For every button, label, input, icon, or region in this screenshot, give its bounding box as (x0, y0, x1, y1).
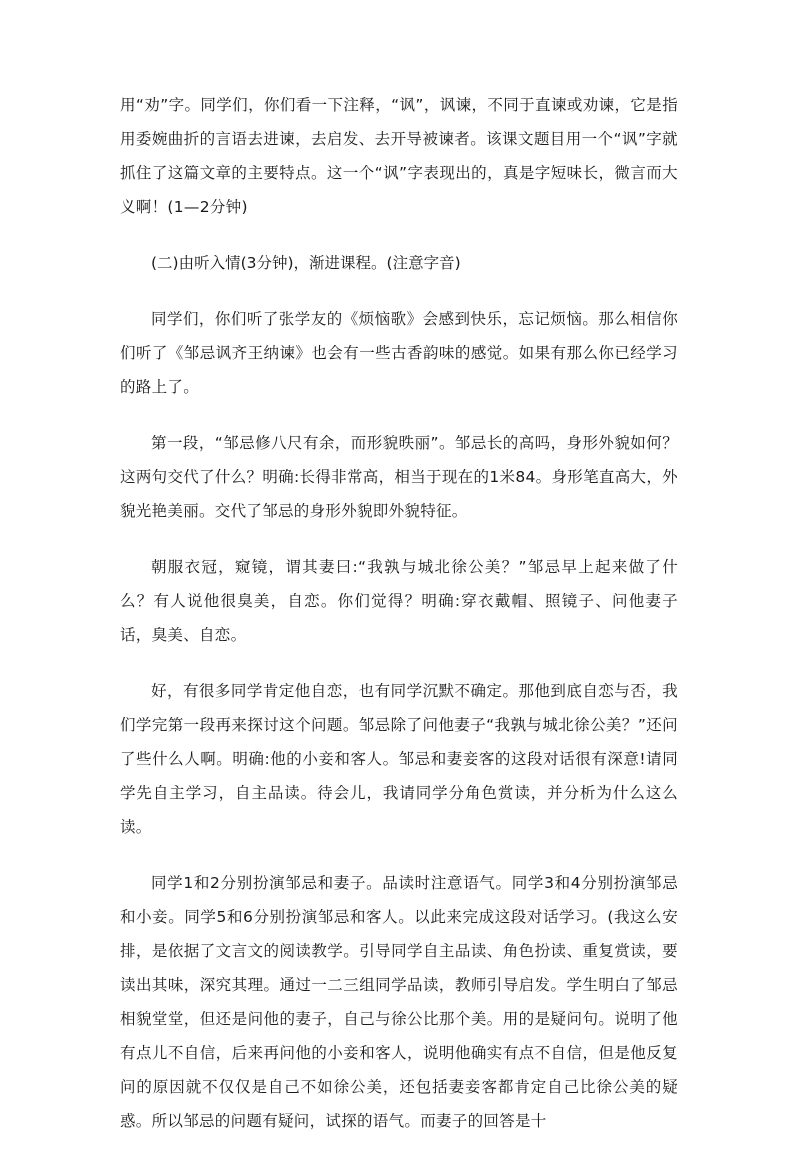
paragraph-self-love-discussion: 好，有很多同学肯定他自恋，也有同学沉默不确定。那他到底自恋与否，我们学完第一段再来探讨这个问题。邹忌除了问他妻子“我孰与城北徐公美？”还问了些什么人啊。明确:他的小妾和客人。邹忌和妻妾客的这段对话很有深意!请同学先自主学习，自主品读。待会儿，我请同学分角色赏读，并分析为什么这么读。 (120, 682, 678, 836)
paragraph-role-reading: 同学1和2分别扮演邹忌和妻子。品读时注意语气。同学3和4分别扮演邹忌和小妾。同学5和6分别扮演邹忌和客人。以此来完成这段对话学习。(我这么安排，是依据了文言文的阅读教学。引导同学自主品读、角色扮读、重复赏读，要读出其味，深究其理。通过一二三组同学品读，教师引导启发。学生明白了邹忌相貌堂堂，但还是问他的妻子，自己与徐公比那个美。用的是疑问句。说明了他有点儿不自信，后来再问他的小妾和客人，说明他确实有点不自信，但是他反复问的原因就不仅仅是自己不如徐公美，还包括妻妾客都肯定自己比徐公美的疑惑。所以邹忌的问题有疑问，试探的语气。而妻子的回答是十 (120, 874, 678, 1130)
document-body (120, 88, 678, 1160)
paragraph-first-section: 第一段，“邹忌修八尺有余，而形貌昳丽”。邹忌长的高吗，身形外貌如何？这两句交代了什么？明确:长得非常高，相当于现在的1米84。身形笔直高大，外貌光艳美丽。交代了邹忌的身形外貌即外貌特征。 (120, 434, 678, 520)
paragraph-song-intro: 同学们，你们听了张学友的《烦恼歌》会感到快乐，忘记烦恼。那么相信你们听了《邹忌讽齐王纳谏》也会有一些古香韵味的感觉。如果有那么你已经学习的路上了。 (120, 310, 678, 396)
paragraph-intro-continued: 用“劝”字。同学们，你们看一下注释，“讽”，讽谏，不同于直谏或劝谏，它是指用委婉曲折的言语去进谏，去启发、去开导被谏者。该课文题目用一个“讽”字就抓住了这篇文章的主要特点。这一个“讽”字表现出的，真是字短味长，微言而大义啊！(1—2分钟) (120, 96, 678, 216)
section-heading: (二)由听入情(3分钟)，渐进课程。(注意字音) (151, 254, 461, 272)
paragraph-morning-dressing: 朝服衣冠，窥镜，谓其妻曰:“我孰与城北徐公美？”邹忌早上起来做了什么？有人说他很臭美，自恋。你们觉得？明确:穿衣戴帽、照镜子、问他妻子话，臭美、自恋。 (120, 558, 678, 644)
